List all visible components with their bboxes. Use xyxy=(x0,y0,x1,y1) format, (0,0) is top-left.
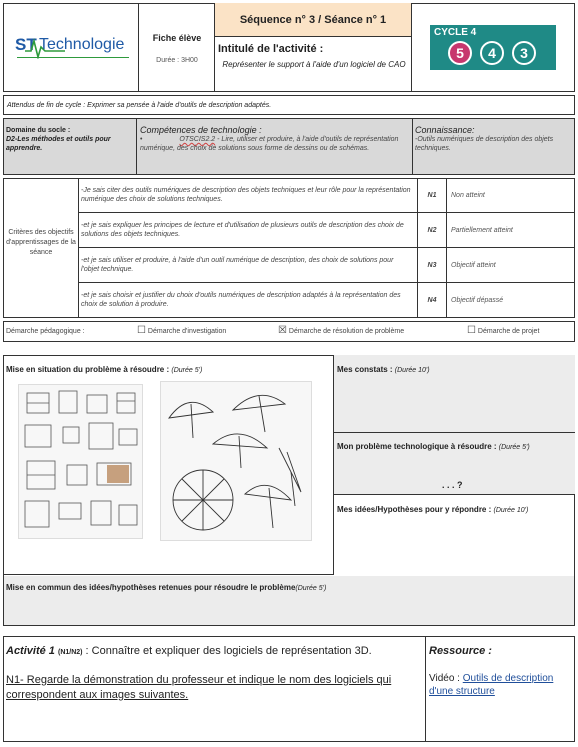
criteres-row xyxy=(78,178,575,213)
probleme-placeholder: . . . ? xyxy=(442,480,463,490)
competences-text xyxy=(140,135,409,153)
intitule-text: Représenter le support à l'aide d'un logiciel de CAO xyxy=(222,60,406,69)
demarche-option-resolution[interactable] xyxy=(278,326,404,336)
ressource-title: Ressource : xyxy=(429,645,492,657)
ressource-prefix: Vidéo : xyxy=(429,673,463,684)
logo-text: Technologie xyxy=(39,36,125,53)
mise-title xyxy=(6,365,202,375)
socle-cell xyxy=(3,118,137,175)
criteres-label: Critères des objectifs d'apprentissages de la séance xyxy=(6,229,76,256)
logo-underline xyxy=(17,57,129,58)
commun-title xyxy=(6,583,326,593)
mise-title-text: Mise en situation du problème à résoudre : xyxy=(6,365,172,374)
attendus-row: Attendus de fin de cycle : Exprimer sa pensée à l'aide d'outils de description adaptés. xyxy=(3,95,575,115)
duree-text: Durée : 3H00 xyxy=(156,57,198,64)
demarche-option-investigation[interactable] xyxy=(137,326,226,336)
intitule-label: Intitulé de l'activité : xyxy=(218,43,324,55)
demarche-option-label: Démarche de résolution de problème xyxy=(288,328,405,335)
furniture-sketches-image xyxy=(18,384,143,539)
logo-letters: ST xyxy=(15,35,37,54)
intitule-cell xyxy=(215,37,412,92)
umbrella-sketches-image xyxy=(160,381,312,541)
activite-instruction: N1- Regarde la démonstration du professeur et indique le nom des logiciels qui correspondent aux images suivantes. xyxy=(6,674,392,701)
activite-heading xyxy=(6,645,424,657)
logo-cell xyxy=(3,3,139,92)
furniture-sketches-icon xyxy=(19,385,144,540)
idees-duree: (Durée 10') xyxy=(493,507,529,514)
probleme-duree: (Durée 5') xyxy=(498,444,530,451)
probleme-title xyxy=(337,442,530,452)
critere-text: -et je sais choisir et justifier du choix d'outils numériques de description adaptés à la représentation des choix de solution à produire. xyxy=(81,292,401,308)
ressource-video-link[interactable]: Outils de description d'une structure xyxy=(429,673,554,697)
commun-duree: (Durée 5') xyxy=(295,585,327,592)
cycle-number: 3 xyxy=(520,45,528,61)
constats-title-text: Mes constats : xyxy=(337,365,395,374)
activite-text: : Connaître et expliquer des logiciels de représentation 3D. xyxy=(82,645,372,657)
competences-title: Compétences de technologie : xyxy=(140,125,262,135)
demarche-label: Démarche pédagogique : xyxy=(6,328,85,335)
cycle-circle-4 xyxy=(480,41,504,65)
constats-duree: (Durée 10') xyxy=(394,367,430,374)
critere-text: -Je sais citer des outils numériques de description des objets techniques et leur rôle pour la représentation numérique des choix de solutions techniques. xyxy=(81,187,411,203)
sequence-label: Séquence n° 3 / Séance n° 1 xyxy=(215,3,412,37)
critere-level: N3 xyxy=(417,248,447,283)
bullet: • xyxy=(140,136,143,143)
cycle-circle-5 xyxy=(448,41,472,65)
commun-title-text: Mise en commun des idées/hypothèses retenues pour résoudre le problème xyxy=(6,583,296,592)
cycle-number: 4 xyxy=(488,45,496,61)
umbrella-sketches-icon xyxy=(161,382,313,542)
ressource-line xyxy=(429,672,571,698)
competence-code: OTSCIS2.2 xyxy=(179,136,216,143)
critere-level: N1 xyxy=(417,178,447,213)
probleme-title-text: Mon problème technologique à résoudre : xyxy=(337,442,499,451)
connaissance-cell xyxy=(412,118,575,175)
cycle-circle-3 xyxy=(512,41,536,65)
critere-status: Non atteint xyxy=(451,192,485,199)
checkbox-icon[interactable]: ☐ xyxy=(467,325,476,336)
critere-text: -et je sais utiliser et produire, à l'aide d'un outil numérique de description, des choix de solutions pour l'objet technique. xyxy=(81,257,394,273)
criteres-row xyxy=(78,213,575,248)
cycle-label: CYCLE 4 xyxy=(434,27,477,38)
checkbox-checked-icon[interactable]: ☒ xyxy=(278,325,287,336)
logo xyxy=(15,33,131,63)
fiche-cell xyxy=(139,3,215,92)
demarche-option-label: Démarche d'investigation xyxy=(147,328,227,335)
fiche-title: Fiche élève xyxy=(152,33,202,43)
critere-level: N4 xyxy=(417,283,447,318)
critere-level: N2 xyxy=(417,213,447,248)
socle-text: D2-Les méthodes et outils pour apprendre. xyxy=(6,136,111,152)
criteres-row xyxy=(78,248,575,283)
activite-title: Activité 1 xyxy=(6,645,55,657)
checkbox-icon[interactable]: ☐ xyxy=(137,325,146,336)
socle-title: Domaine du socle : xyxy=(6,127,71,134)
activite-levels: (N1/N2) xyxy=(57,649,83,656)
idees-title xyxy=(337,505,528,515)
connaissance-title: Connaissance: xyxy=(415,125,475,135)
criteres-row xyxy=(78,283,575,318)
critere-status: Objectif dépassé xyxy=(451,297,504,304)
cycle-number: 5 xyxy=(456,45,464,61)
critere-status: Objectif atteint xyxy=(451,262,496,269)
critere-text: -et je sais expliquer les principes de lecture et d'utilisation de plusieurs outils de description des choix de solutions des objets techniques. xyxy=(81,222,404,238)
constats-title xyxy=(337,365,430,375)
cycle-badge xyxy=(430,25,556,70)
competences-cell xyxy=(137,118,412,175)
idees-title-text: Mes idées/Hypothèses pour y répondre : xyxy=(337,505,494,514)
connaissance-text: -Outils numériques de description des objets techniques. xyxy=(415,136,554,152)
competence-desc: - Lire, utiliser et produire, à l'aide d'outils de représentation numérique, des choix de solutions sous forme de dessins ou de schémas. xyxy=(140,136,399,152)
demarche-option-label: Démarche de projet xyxy=(477,328,540,335)
demarche-option-projet[interactable] xyxy=(467,326,539,336)
mise-duree: (Durée 5') xyxy=(171,367,203,374)
critere-status: Partiellement atteint xyxy=(451,227,513,234)
